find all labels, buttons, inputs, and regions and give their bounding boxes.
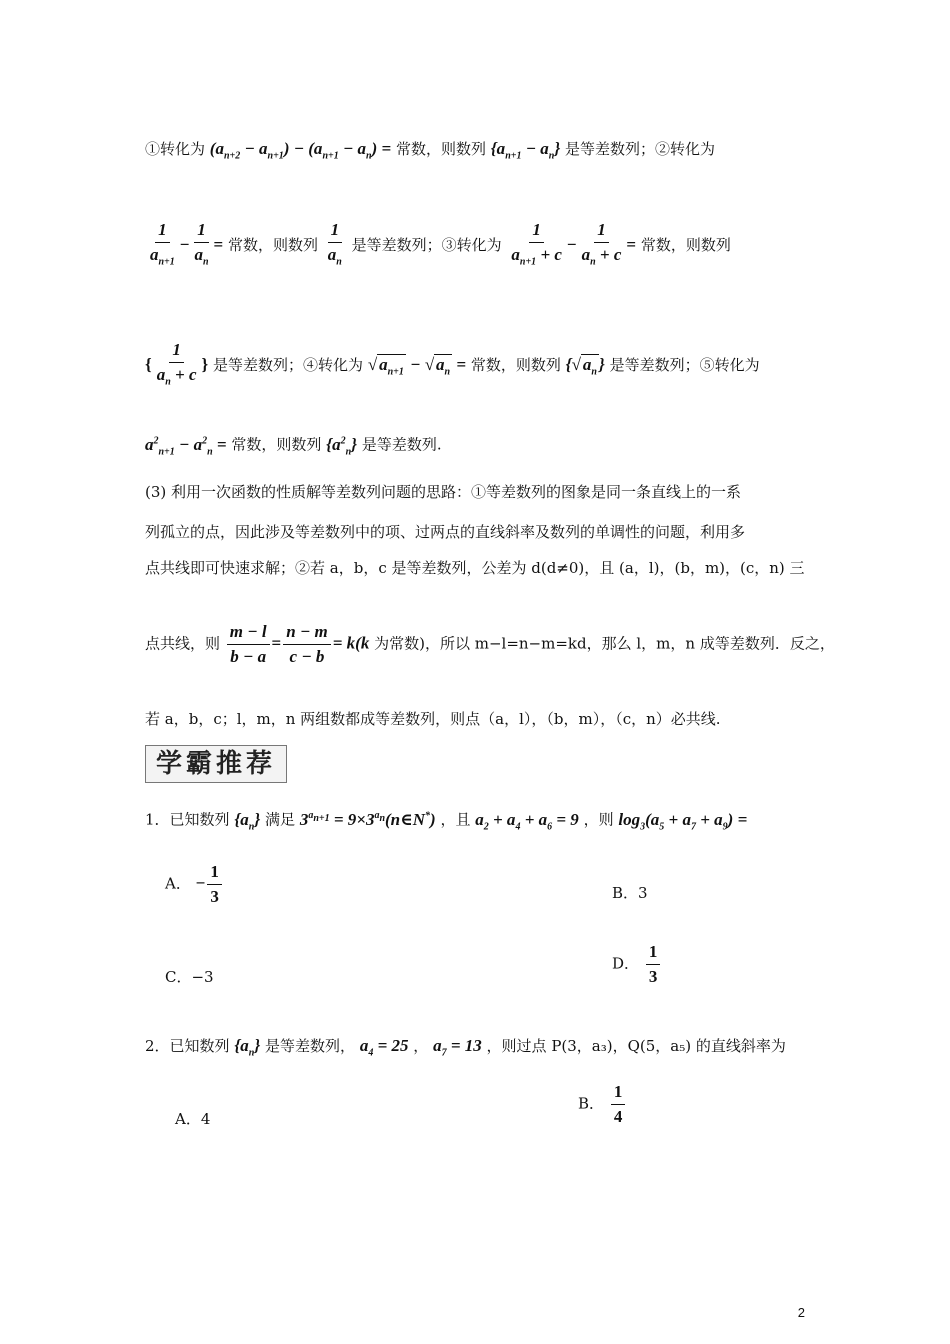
q1-option-b[interactable]: B．3: [612, 884, 648, 902]
q1-option-c[interactable]: C．−3: [165, 968, 214, 986]
fraction-1-over-an: $\frac{1}{a_n}$: [194, 220, 209, 268]
text: 常数，则数列: [640, 236, 731, 255]
fraction-1-4: $\frac{1}{4}$: [611, 1080, 626, 1129]
formula-seq-square: $\{a^2_n\}$: [326, 434, 358, 458]
formula-seq-sqrt: {√ $a_n$ }: [565, 355, 605, 378]
para3-line-1: (3) 利用一次函数的性质解等差数列问题的思路：①等差数列的图象是同一条直线上的一系: [145, 483, 742, 501]
recommend-badge: 学霸推荐: [145, 745, 287, 783]
text: 是等差数列.: [361, 435, 442, 454]
formula-a4: $a_4 = 25$: [359, 1036, 409, 1059]
intro-line-4: [145, 430, 442, 463]
text: ，且: [440, 810, 471, 829]
text: 满足: [265, 810, 296, 829]
text: 常数，则数列: [395, 140, 486, 158]
formula-a7: $a_7 = 13$: [433, 1036, 482, 1059]
formula-sqrt-diff: √ $a_{n+1}$ − √ $a_n$ =: [367, 355, 467, 378]
formula-recurrence: $3^{a_{n+1}}$ = $9\times 3^{a_n}(n\in N^*)$: [299, 809, 436, 829]
text: ，则: [583, 810, 614, 829]
para3-line-2: 列孤立的点，因此涉及等差数列中的项、过两点的直线斜率及数列的单调性的问题，利用多: [145, 523, 746, 541]
formula-seq-an: $\{a_n\}$: [234, 1036, 261, 1059]
fraction-1-over-an1: $\frac{1}{a_{n+1}}$: [150, 220, 175, 268]
intro-line-3: { $\frac{1}{a_n + c}$ } 是等差数列；④转化为 √ $a_{n+1}$ − √ $a_n$ = 常数，则数列 {√ $a_n$ } 是等差数列；⑤转化为: [145, 338, 760, 394]
intro-line-1: [145, 138, 715, 167]
text: ，: [413, 1037, 429, 1055]
text: ，则过点 P(3，a₃)，Q(5，a₅) 的直线斜率为: [486, 1037, 786, 1055]
formula-seq-an: $\{a_n\}$: [234, 809, 261, 833]
q2-option-a[interactable]: A．4: [175, 1110, 211, 1128]
q1-option-a[interactable]: A． − $\frac{1}{3}$: [165, 860, 224, 909]
fraction-seq-1-over-an-c: $\frac{1}{a_n + c}$: [156, 340, 197, 388]
formula-sum-246: $a_2 + a_4 + a_6 = 9$: [475, 809, 579, 833]
fraction-1-3: $\frac{1}{3}$: [207, 860, 222, 909]
text: 是等差数列；③转化为: [351, 236, 502, 255]
text: ①转化为: [145, 140, 206, 158]
fraction-1-over-an-c: $\frac{1}{a_n + c}$: [581, 220, 622, 268]
text: 2．已知数列: [145, 1037, 230, 1055]
intro-line-2: $\frac{1}{a_{n+1}}$ − $\frac{1}{a_n}$ = 常数，则数列 $\frac{1}{a_n}$ 是等差数列；③转化为 $\frac{1}{a_{n+1} + c}$ − $\frac{1}{a_n + c}$ = 常数，则数列: [145, 218, 731, 274]
formula-seq-diff: $\{a_{n+1} - a_n\}$: [490, 139, 561, 162]
formula-second-difference: $(a_{n+2} - a_{n+1}) - (a_{n+1} - a_n)$ =: [209, 139, 392, 162]
q1-option-d[interactable]: [612, 940, 662, 989]
text: 常数，则数列: [470, 356, 561, 375]
q2-option-b[interactable]: [578, 1080, 627, 1129]
text: 是等差数列；②转化为: [565, 140, 716, 158]
text: 为常数)，所以 m−l=n−m=kd，那么 l，m，n 成等差数列．反之，: [374, 634, 835, 653]
text: 1．已知数列: [145, 810, 230, 829]
text: 点共线，则: [145, 634, 221, 653]
para3-line-5: 若 a，b，c；l，m，n 两组数都成等差数列，则点（a，l），（b，m），（c，n）必共线.: [145, 710, 721, 728]
fraction-1-3: $\frac{1}{3}$: [646, 940, 661, 989]
formula-log3: $\log_3(a_5 + a_7 + a_9)$ =: [618, 809, 748, 833]
fraction-1-over-an1-c: $\frac{1}{a_{n+1} + c}$: [511, 220, 562, 268]
para3-line-4: 点共线，则 $\frac{m - l}{b - a}$ = $\frac{n - m}{c - b}$ = k(k 为常数)，所以 m−l=n−m=kd，那么 l，m，n 成等差数列．反之，: [145, 620, 835, 669]
page-number: 2: [797, 1305, 805, 1320]
option-label: B．: [578, 1094, 605, 1113]
para3-line-3: 点共线即可快速求解；②若 a，b，c 是等差数列，公差为 d(d≠0)，且 (a，l)，(b，m)，(c，n) 三: [145, 559, 805, 577]
question-2: [145, 1035, 786, 1064]
fraction-seq-1-over-an: $\frac{1}{a_n}$: [327, 220, 342, 268]
text: 常数，则数列: [227, 236, 318, 255]
question-1: [145, 805, 747, 838]
fraction-m-l-over-b-a: $\frac{m - l}{b - a}$: [227, 620, 270, 669]
formula-square-diff: $a^2_{n+1} - a^2_n$ =: [145, 434, 227, 458]
text: 是等差数列，: [265, 1037, 356, 1055]
option-label: A．: [165, 874, 191, 893]
text: 是等差数列；⑤转化为: [609, 356, 760, 375]
text: 常数，则数列: [231, 435, 322, 454]
fraction-n-m-over-c-b: $\frac{n - m}{c - b}$: [283, 620, 330, 669]
text: 是等差数列；④转化为: [212, 356, 363, 375]
option-label: D．: [612, 954, 640, 973]
